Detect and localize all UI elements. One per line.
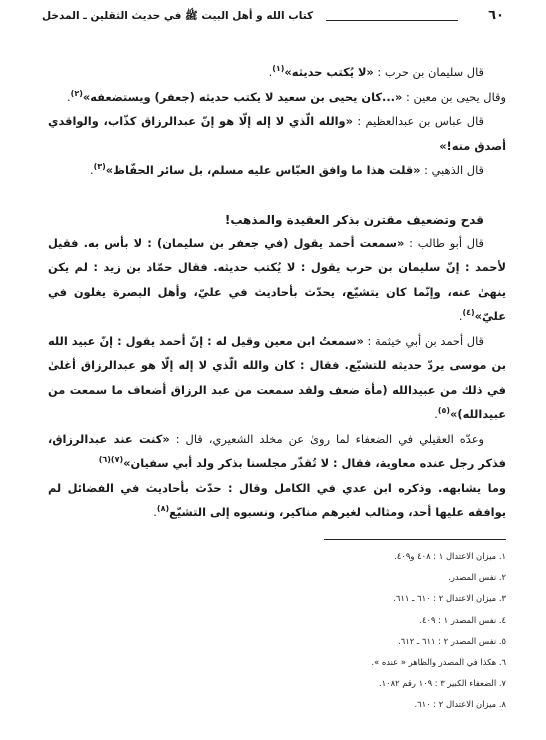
punctuation: . [89,163,94,177]
section-heading: قدح وتضعيف مقترن بذكر العقيدة والمذهب! [224,212,484,227]
footnote-ref: (١) [272,64,285,74]
paragraph-dhahabi [48,158,506,183]
footnotes [60,546,506,716]
footnote-ref-inner: (٦) [98,455,111,465]
footnote-divider [324,539,506,540]
punctuation: . [458,309,463,323]
paragraph-abu-talib [48,231,506,329]
paragraph-uqayli [48,427,506,476]
speaker: وعدّه العقيلي في الضعفاء لما روىٰ عن مخلد الشعيري، قال : [169,431,485,446]
speaker: وقال يحيى بن معين : [402,89,506,104]
footnote-ref: (٥) [437,406,451,416]
footnote-ref: (٢) [70,88,83,98]
header-rule [326,20,458,21]
footnote-item: ٧. الضعفاء الكبير ٣ : ١٠٩ رقم ١٠٨٢. [378,678,506,689]
running-header [40,6,506,28]
paragraph-ibn-abi-khaythama [48,329,506,427]
footnote-item: ١. ميزان الاعتدال ١ : ٤٠٨ و٤٠٩. [394,551,506,561]
footnote-item: ٥. نفس المصدر ٢ : ٦١١ ـ ٦١٢. [398,635,506,646]
footnote-item: ٤. نفس المصدر ١ : ٤٠٩. [419,614,506,625]
paragraph-ibn-adi [48,476,506,525]
paragraph-yahya [48,85,506,110]
quote: «كنت عند عبدالرزاق، فذكر رجل عنده معاوية، فقال : لا تُقذّر مجلسنا بذكر ولد أبي سفيان» [48,431,506,470]
speaker: قال عباس بن عبدالعظيم : [352,114,484,128]
footnote-ref: (٤) [462,308,475,318]
quote: «قلت هذا ما وافق العبّاس عليه مسلم، بل سائر الحفّاظ» [105,163,421,177]
paragraph-abbas [48,109,506,158]
quote: وما يشابهه. وذكره ابن عدي في الكامل وقال : حدّث بأحاديث في الفضائل لم يوافقه عليها أحد، ومثالب لغيرهم مناكير، ونسبوه إلى التشيّع [48,480,506,519]
footnote-item: ٦. هكذا في المصدر والظاهر « عنده ». [371,657,506,668]
running-title: كتاب الله و أهل البيت ﷺ في حديث الثقلين ـ المدخل [42,10,314,22]
page-number: ٦٠ [488,8,504,23]
footnote-ref: (٣) [93,162,106,172]
speaker: قال أبو طالب : [404,235,484,250]
punctuation: . [153,505,157,519]
footnote-item: ٢. نفس المصدر. [448,572,506,583]
quote: «...كان يحيى بن سعيد لا يكتب حديثه (جعفر) ويستضعفه» [82,89,403,104]
paragraph-sulayman [48,60,506,85]
speaker: قال الذهبي : [420,163,484,177]
speaker: قال أحمد بن أبي خيثمة : [363,333,484,348]
footnote-ref: (٧) [110,455,124,465]
punctuation: . [434,407,438,421]
quote: «سمعت أحمد يقول (في جعفر بن سليمان) : لا بأس به. فقيل لأحمد : إنّ سليمان بن حرب يقول : لا يُكتب حديثه. فقال حمّاد بن زيد : لم يكن ينهىٰ عنه، وإنّما كان يتشيّع، يحدّث بأحاديث في عليّ، وأهل البصرة يغلون في عليّ» [48,235,506,323]
punctuation: . [67,89,71,104]
quote: «سمعتُ ابن معين وقيل له : إنّ أحمد يقول : إنّ عبيد الله بن موسى يردّ حديثه للتشيّع. فقال : كان والله الّذي لا إله إلّا هو عبدالرزاق أغلىٰ في ذلك من عبيدالله (مأة ضعف ولقد سمعت من عبد الرزاق أضعاف ما سمعت من عبيدالله)» [48,333,506,421]
speaker: قال سليمان بن حرب : [373,65,484,79]
quote: «والله الّذي لا إله إلّا هو إنّ عبدالرزاق كذّاب، والواقدي أصدق منه!» [48,114,506,153]
punctuation: . [268,65,273,79]
main-text [48,60,506,525]
quote: «لا يُكتب حديثه» [284,65,374,79]
footnote-item: ٨. ميزان الاعتدال ٢ : ٦١٠. [414,699,506,710]
footnote-ref: (٨) [156,504,170,514]
footnote-item: ٣. ميزان الاعتدال ٢ : ٦١٠ ـ ٦١١. [393,593,506,604]
